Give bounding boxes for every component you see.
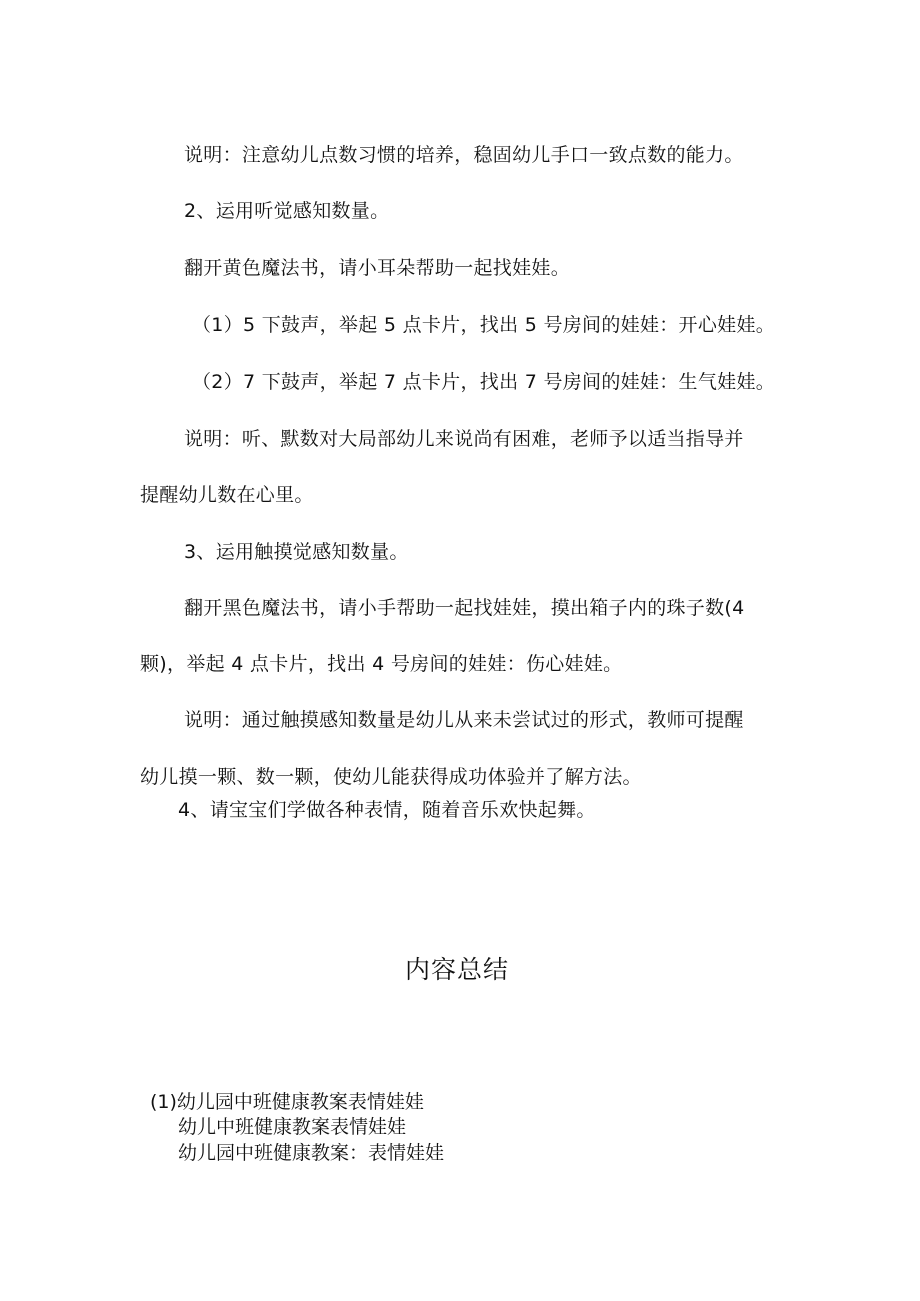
paragraph-black-book-line-1: 翻开黑色魔法书，请小手帮助一起找娃娃，摸出箱子内的珠子数(4 bbox=[184, 597, 745, 619]
paragraph-note-3-line-1: 说明：通过触摸感知数量是幼儿从来未尝试过的形式，教师可提醒 bbox=[184, 709, 744, 731]
summary-item-2: 幼儿中班健康教案表情娃娃 bbox=[178, 1116, 407, 1138]
paragraph-yellow-book: 翻开黄色魔法书，请小耳朵帮助一起找娃娃。 bbox=[184, 257, 571, 279]
summary-item-1: (1)幼儿园中班健康教案表情娃娃 bbox=[150, 1091, 424, 1113]
paragraph-black-book-line-2: 颗)，举起 4 点卡片，找出 4 号房间的娃娃：伤心娃娃。 bbox=[140, 653, 623, 675]
paragraph-note-2-line-1: 说明：听、默数对大局部幼儿来说尚有困难，老师予以适当指导并 bbox=[184, 428, 744, 450]
heading-step-3: 3、运用触摸觉感知数量。 bbox=[184, 541, 409, 563]
list-item-1: （1）5 下鼓声，举起 5 点卡片，找出 5 号房间的娃娃：开心娃娃。 bbox=[192, 314, 776, 336]
paragraph-note-2-line-2: 提醒幼儿数在心里。 bbox=[140, 484, 314, 506]
list-item-2: （2）7 下鼓声，举起 7 点卡片，找出 7 号房间的娃娃：生气娃娃。 bbox=[192, 371, 776, 393]
summary-item-3: 幼儿园中班健康教案：表情娃娃 bbox=[178, 1142, 445, 1164]
paragraph-note-1: 说明：注意幼儿点数习惯的培养，稳固幼儿手口一致点数的能力。 bbox=[184, 144, 744, 166]
heading-step-2: 2、运用听觉感知数量。 bbox=[184, 200, 390, 222]
paragraph-note-3-line-2: 幼儿摸一颗、数一颗，使幼儿能获得成功体验并了解方法。 bbox=[140, 766, 642, 788]
heading-step-4: 4、请宝宝们学做各种表情，随着音乐欢快起舞。 bbox=[178, 799, 596, 821]
summary-title: 内容总结 bbox=[405, 955, 510, 984]
